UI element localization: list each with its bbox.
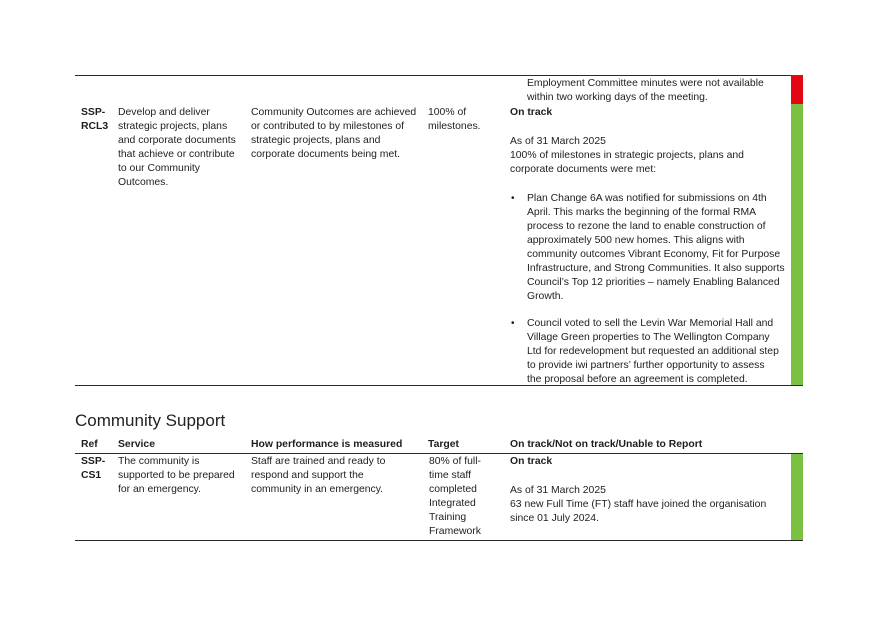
as-of-date: As of 31 March 2025 <box>510 136 606 147</box>
status-title: On track <box>510 456 553 467</box>
measure-cell: Community Outcomes are achieved or contributed to by milestones of strategic projects, plans and corporate documents being met. <box>251 107 417 160</box>
header-measure: How performance is measured <box>251 439 403 450</box>
service-cell: Develop and deliver strategic projects, plans and corporate documents that achieve or contribute to our Community Outcomes. <box>118 107 236 188</box>
as-of-date: As of 31 March 2025 <box>510 485 606 496</box>
section-heading: Community Support <box>75 411 226 430</box>
target-cell: 100% of milestones. <box>428 107 481 132</box>
table1-top-border <box>75 75 803 76</box>
status-bar-red <box>791 75 803 104</box>
bullet-item-2: Council voted to sell the Levin War Memorial Hall and Village Green properties to The Wellington Company Ltd for redevelopment but requested an additional step to provide iwi partners’ further opportunity to assess the proposal before an agreement is completed. <box>527 318 779 385</box>
status-bar-green <box>791 454 803 540</box>
ref-cell: SSP- CS1 <box>81 456 106 481</box>
table1-bottom-border <box>75 385 803 386</box>
detail-text: 63 new Full Time (FT) staff have joined the organisation since 01 July 2024. <box>510 499 767 524</box>
bullet-item-1: Plan Change 6A was notified for submissions on 4th April. This marks the beginning of the formal RMA process to rezone the land to enable construction of approximately 500 new homes. This aligns with community outcomes Vibrant Economy, Fit for Purpose Infrastructure, and Strong Communities. It also supports Council’s Top 12 priorities – namely Enabling Balanced Growth. <box>527 193 785 302</box>
header-ref: Ref <box>81 439 98 450</box>
table2-bottom-border <box>75 540 803 541</box>
bullet-dot: • <box>511 318 515 329</box>
service-cell: The community is supported to be prepared for an emergency. <box>118 456 235 495</box>
header-target: Target <box>428 439 459 450</box>
target-cell: 80% of full- time staff completed Integrated Training Framework <box>429 456 481 537</box>
measure-cell: Staff are trained and ready to respond and support the community in an emergency. <box>251 456 386 495</box>
header-bottom-border <box>75 453 803 454</box>
ref-cell: SSP- RCL3 <box>81 107 109 132</box>
status-bar-green <box>791 104 803 385</box>
status-title: On track <box>510 107 553 118</box>
carry-over-text: Employment Committee minutes were not available within two working days of the meeting. <box>527 78 764 103</box>
summary-text: 100% of milestones in strategic projects, plans and corporate documents were met: <box>510 150 744 175</box>
header-status: On track/Not on track/Unable to Report <box>510 439 703 450</box>
header-service: Service <box>118 439 155 450</box>
bullet-dot: • <box>511 193 515 204</box>
